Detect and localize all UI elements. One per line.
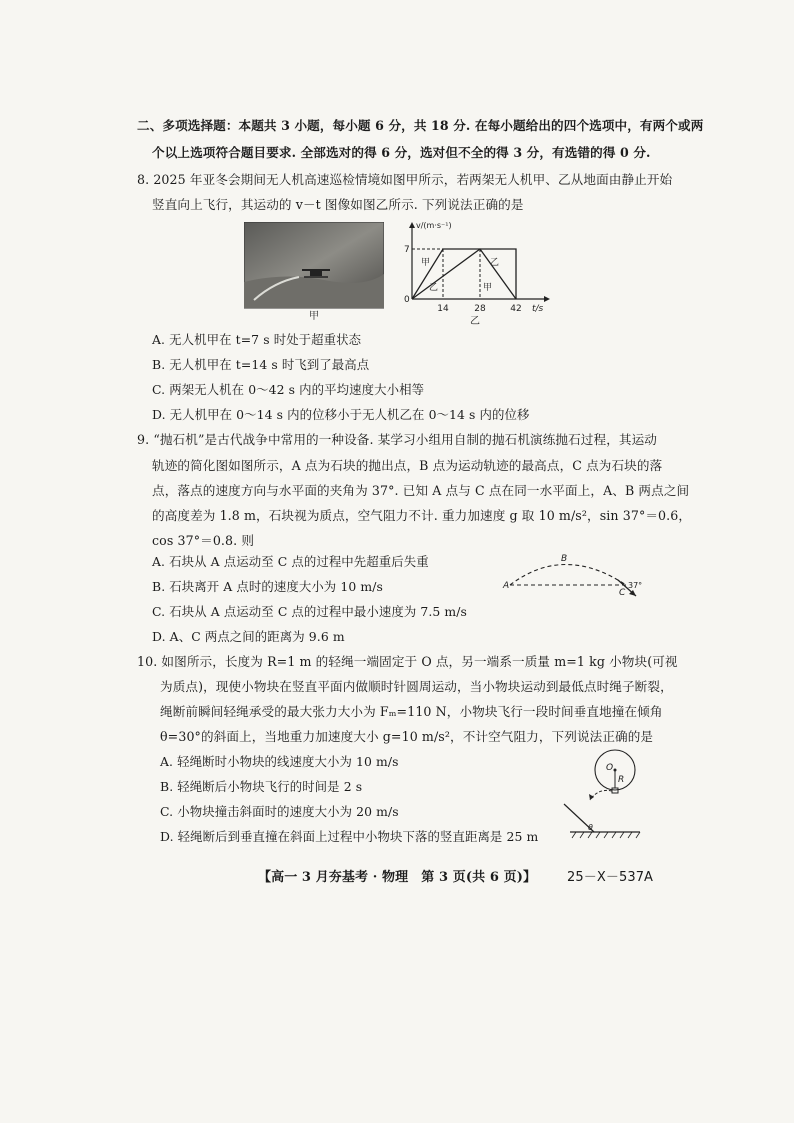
q9-stem-line3: 点，落点的速度方向与水平面的夹角为 37°. 已知 A 点与 C 点在同一水平面上，A、B 两点之间: [152, 483, 690, 498]
q9-option-a[interactable]: A. 石块从 A 点运动至 C 点的过程中先超重后失重: [152, 554, 429, 569]
v-axis-label: v/(m·s⁻¹): [416, 221, 452, 230]
q8-option-d[interactable]: D. 无人机甲在 0～14 s 内的位移小于无人机乙在 0～14 s 内的位移: [152, 407, 530, 422]
origin-label: 0: [404, 295, 410, 305]
q8-option-a[interactable]: A. 无人机甲在 t=7 s 时处于超重状态: [152, 332, 362, 347]
trajectory-figure: [498, 550, 646, 602]
section-heading-line1: 二、多项选择题：本题共 3 小题，每小题 6 分，共 18 分. 在每小题给出的四个选项中，有两个或两: [137, 118, 704, 133]
label-yi-bottom: 乙: [429, 283, 439, 293]
q8-stem-line1: 8. 2025 年亚冬会期间无人机高速巡检情境如图甲所示，若两架无人机甲、乙从地面由静止开始: [137, 172, 673, 187]
q10-option-b[interactable]: B. 轻绳断后小物块飞行的时间是 2 s: [160, 779, 363, 794]
label-jia-bottom: 甲: [483, 283, 493, 293]
v-axis-arrow: [409, 222, 415, 228]
q9-stem-line4: 的高度差为 1.8 m，石块视为质点，空气阻力不计. 重力加速度 g 取 10 m/s²，sin 37°＝0.6，: [152, 508, 692, 523]
label-jia-top: 甲: [421, 258, 431, 268]
incline-figure: [560, 748, 642, 840]
flight-path: [590, 790, 612, 800]
y-tick-7: 7: [404, 245, 410, 255]
line-jia: [412, 249, 516, 299]
radius-label: R: [618, 775, 625, 785]
vt-graph: [396, 218, 556, 326]
point-a-label: A: [503, 581, 510, 591]
trajectory-curve: [510, 565, 626, 586]
q8-stem-line2: 竖直向上飞行，其运动的 v－t 图像如图乙所示. 下列说法正确的是: [152, 197, 524, 212]
footer-code: 25－X－537A: [567, 870, 654, 885]
x-tick-42: 42: [510, 304, 522, 314]
theta-label: θ: [588, 823, 593, 832]
angle-label: 37°: [628, 581, 643, 590]
point-b-label: B: [561, 554, 568, 564]
q8-option-b[interactable]: B. 无人机甲在 t=14 s 时飞到了最高点: [152, 357, 370, 372]
q10-stem-line1: 10. 如图所示，长度为 R=1 m 的轻绳一端固定于 O 点，另一端系一质量 m=1 kg 小物块(可视: [137, 654, 678, 669]
point-c-label: C: [619, 588, 626, 598]
q9-option-b[interactable]: B. 石块离开 A 点时的速度大小为 10 m/s: [152, 579, 383, 594]
t-axis-arrow: [544, 296, 550, 302]
ground-hatching: [572, 832, 640, 838]
q10-stem-line3: 绳断前瞬间轻绳承受的最大张力大小为 Fₘ=110 N，小物块飞行一段时间垂直地撞在倾角: [160, 704, 663, 719]
q9-stem-line1: 9. “抛石机”是古代战争中常用的一种设备. 某学习小组用自制的抛石机演练抛石过程，其运动: [137, 432, 657, 447]
q9-stem-line5: cos 37°＝0.8. 则: [152, 533, 255, 548]
graph-caption: 乙: [470, 316, 480, 326]
q10-option-c[interactable]: C. 小物块撞击斜面时的速度大小为 20 m/s: [160, 804, 399, 819]
q10-option-a[interactable]: A. 轻绳断时小物块的线速度大小为 10 m/s: [160, 754, 399, 769]
q10-stem-line2: 为质点)，现使小物块在竖直平面内做顺时针圆周运动，当小物块运动到最低点时绳子断裂，: [160, 679, 673, 694]
point-o-label: O: [606, 763, 614, 773]
photo-caption: 甲: [309, 311, 319, 320]
q10-stem-line4: θ=30°的斜面上，当地重力加速度大小 g=10 m/s²，不计空气阻力，下列说法正确的是: [160, 729, 654, 744]
q8-option-c[interactable]: C. 两架无人机在 0～42 s 内的平均速度大小相等: [152, 382, 425, 397]
q9-stem-line2: 轨迹的简化图如图所示，A 点为石块的抛出点，B 点为运动轨迹的最高点，C 点为石块的落: [152, 458, 663, 473]
q10-option-d[interactable]: D. 轻绳断后到垂直撞在斜面上过程中小物块下落的竖直距离是 25 m: [160, 829, 539, 844]
footer-title: 【高一 3 月夯基考 · 物理 第 3 页(共 6 页)】: [258, 870, 537, 885]
label-yi-top: 乙: [490, 258, 500, 268]
flight-arrowhead: [589, 794, 594, 800]
x-tick-28: 28: [474, 304, 486, 314]
section-heading-line2: 个以上选项符合题目要求. 全部选对的得 6 分，选对但不全的得 3 分，有选错的得 0 分.: [152, 145, 651, 160]
q9-option-d[interactable]: D. A、C 两点之间的距离为 9.6 m: [152, 629, 345, 644]
t-axis-label: t/s: [532, 304, 544, 314]
drone-photo: [244, 222, 384, 320]
x-tick-14: 14: [437, 304, 449, 314]
q9-option-c[interactable]: C. 石块从 A 点运动至 C 点的过程中最小速度为 7.5 m/s: [152, 604, 468, 619]
